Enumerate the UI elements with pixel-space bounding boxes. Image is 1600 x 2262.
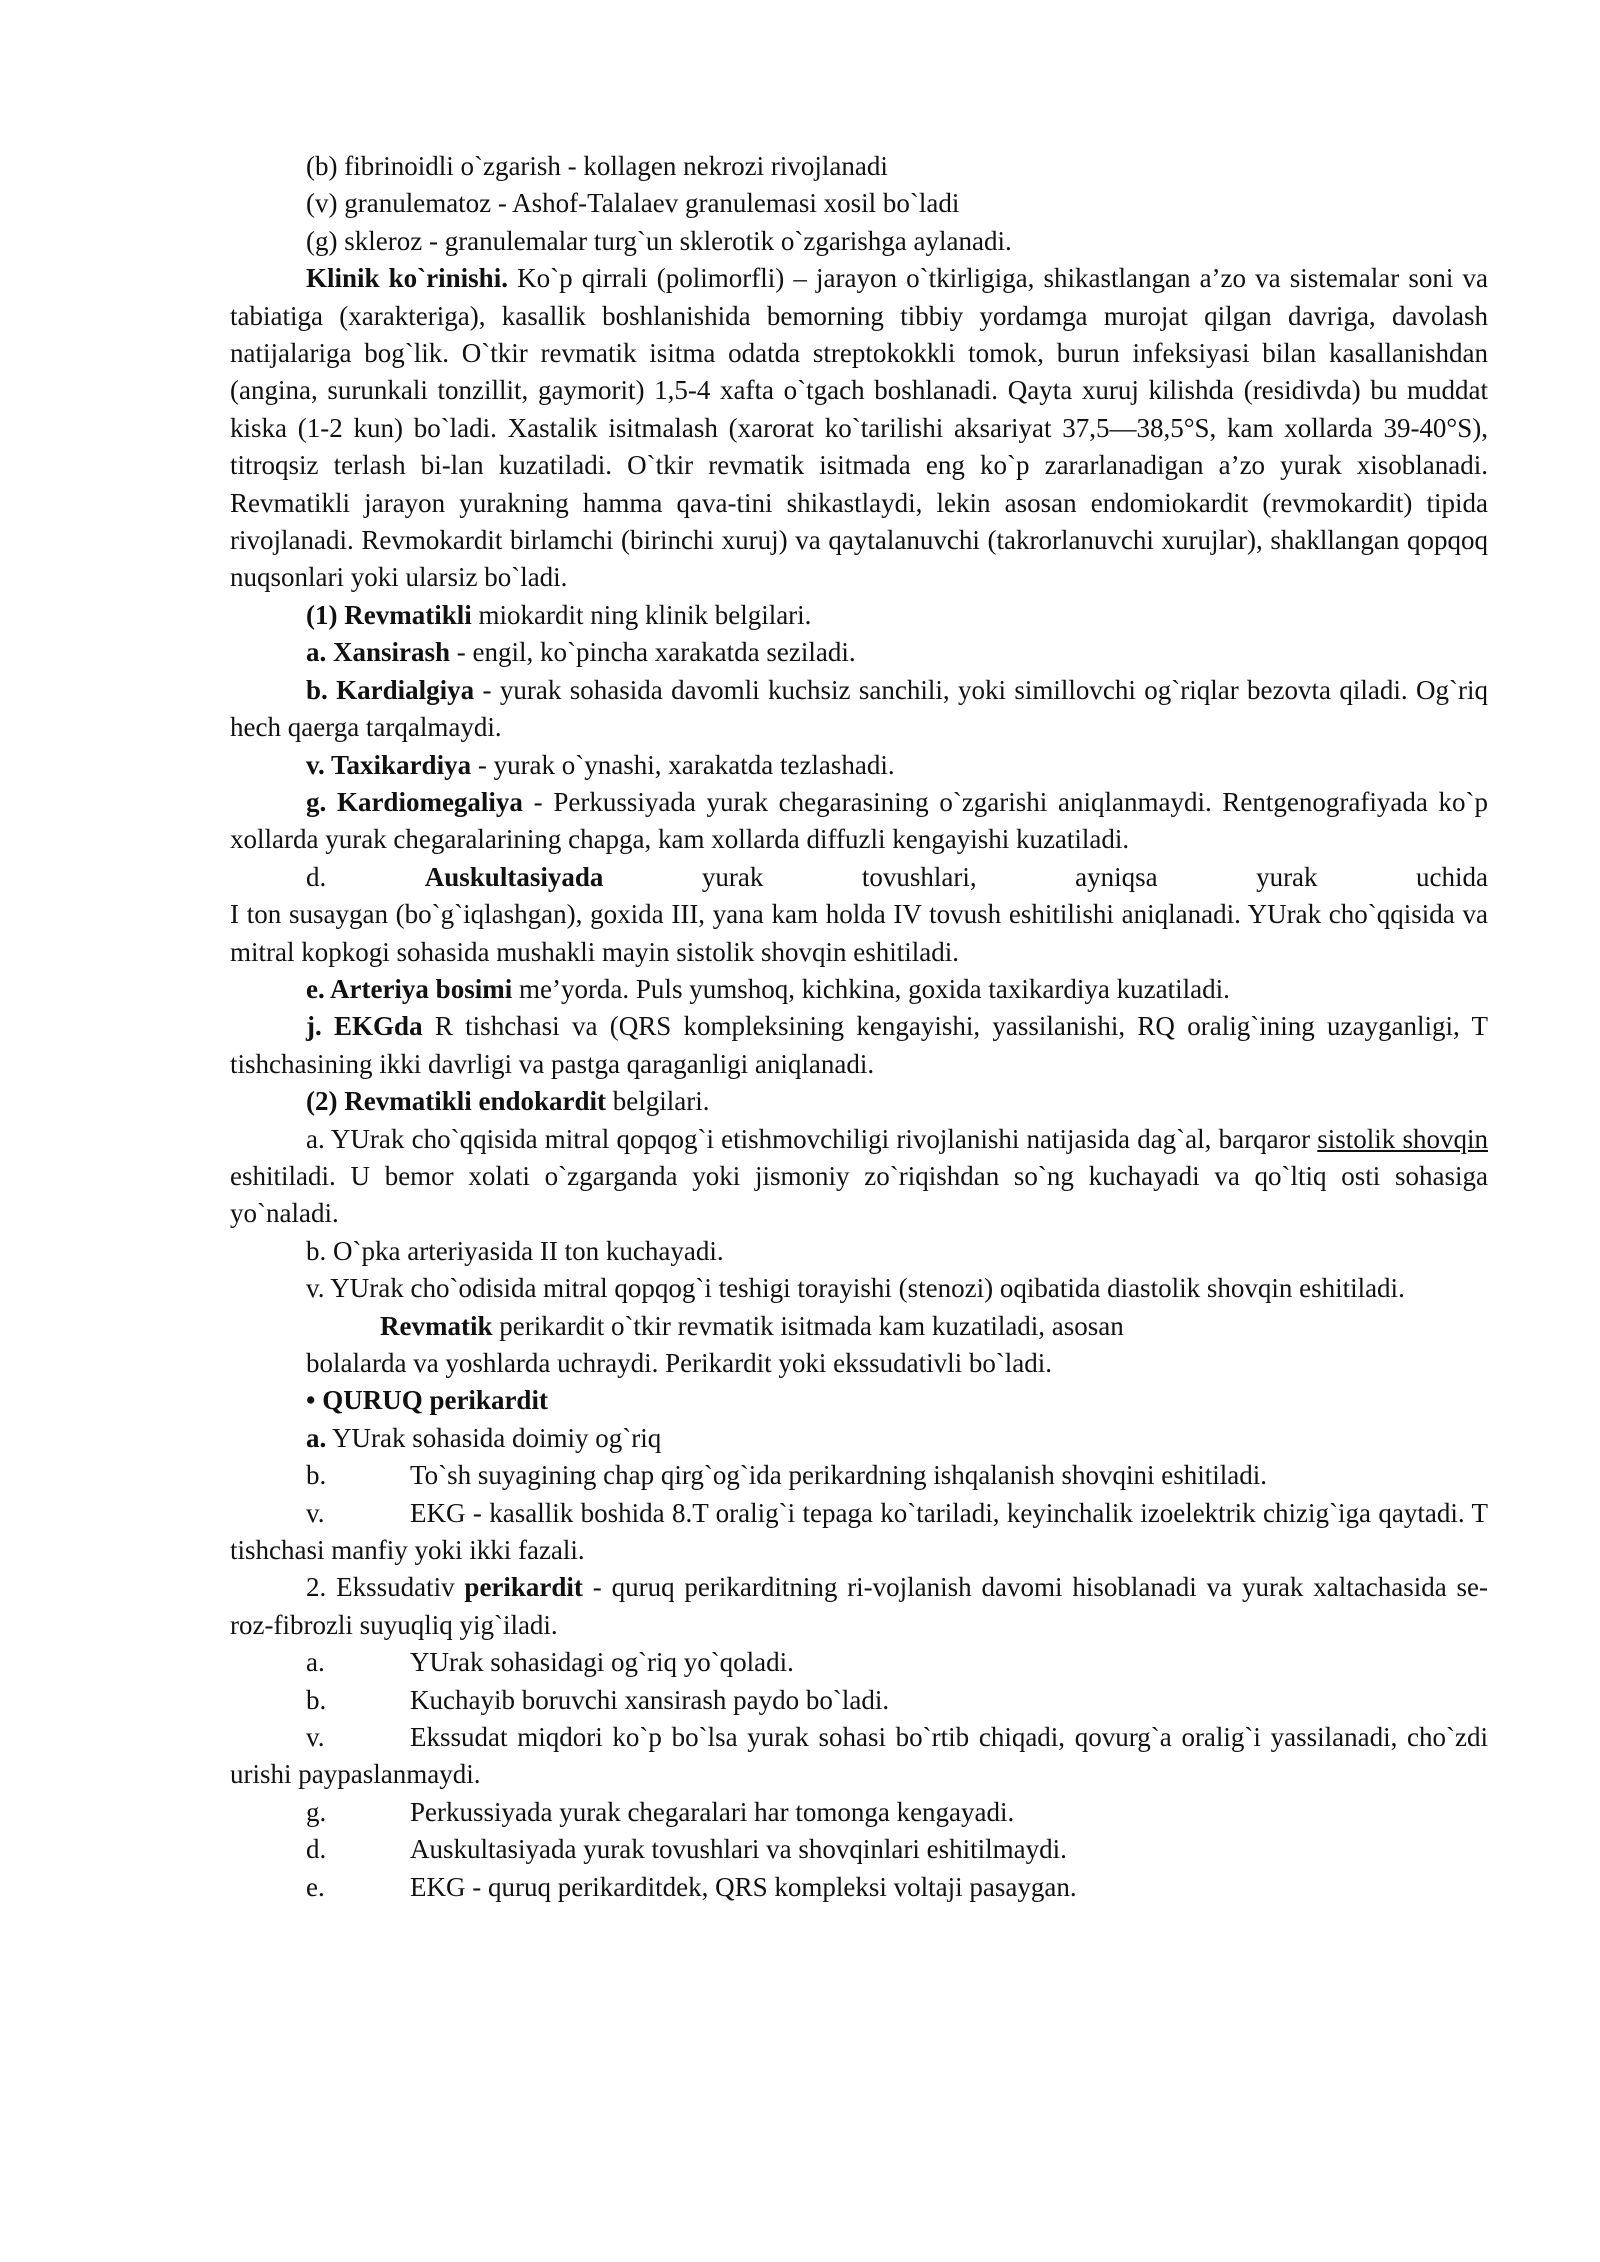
item-quruq-b: b. To`sh suyagining chap qirg`og`ida perikardning ishqalanish shovqini eshitiladi. bbox=[306, 1460, 1267, 1491]
line-granulematoz: (v) granulematoz - Ashof-Talalaev granulemasi xosil bo`ladi bbox=[306, 188, 960, 219]
item-quruq-v: v. EKG - kasallik boshida 8.T oralig`i tepaga ko`tariladi, keyinchalik izoelektrik chizig`iga qaytadi. T tishchasi manfiy yoki ikki fazali. bbox=[230, 1497, 1488, 1566]
underlined-sistolik-shovqin: sistolik shovqin bbox=[1317, 1123, 1488, 1154]
heading-quruq-perikardit: • QURUQ perikardit bbox=[306, 1385, 548, 1416]
item-ekssudativ-a: a. YUrak sohasidagi og`riq yo`qoladi. bbox=[306, 1647, 794, 1678]
item-ekssudativ-g: g. Perkussiyada yurak chegaralari har tomonga kengayadi. bbox=[306, 1796, 1015, 1827]
item-xansirash: a. Xansirash - engil, ko`pincha xarakatda seziladi. bbox=[306, 637, 856, 668]
item-quruq-a: a. YUrak sohasida doimiy og`riq bbox=[306, 1422, 662, 1453]
paragraph-klinik bbox=[230, 260, 1488, 597]
item-ekssudativ-b: b. Kuchayib boruvchi xansirash paydo bo`ladi. bbox=[306, 1684, 890, 1715]
item-endokardit-b: b. O`pka arteriyasida II ton kuchayadi. bbox=[306, 1235, 724, 1266]
perikardit-intro-line2: bolalarda va yoshlarda uchraydi. Perikardit yoki ekssudativli bo`ladi. bbox=[306, 1348, 1053, 1378]
item-ekssudativ-v: v. Ekssudat miqdori ko`p bo`lsa yurak sohasi bo`rtib chiqadi, qovurg`a oralig`i yassilanadi, cho`zdi urishi paypaslanmaydi. bbox=[230, 1722, 1488, 1790]
item-ekssudativ-d: d. Auskultasiyada yurak tovushlari va shovqinlari eshitilmaydi. bbox=[306, 1834, 1067, 1865]
item-endokardit-v: v. YUrak cho`odisida mitral qopqog`i teshigi torayishi (stenozi) oqibatida diastolik shovqin eshitiladi. bbox=[306, 1273, 1405, 1304]
line-skleroz: (g) skleroz - granulemalar turg`un sklerotik o`zgarishga aylanadi. bbox=[306, 225, 1012, 256]
item-ekssudativ-e: e. EKG - quruq perikarditdek, QRS kompleksi voltaji pasaygan. bbox=[306, 1871, 1077, 1902]
item-auskultasiya-body: I ton susaygan (bo`g`iqlashgan), goxida III, yana kam holda IV tovush eshitilishi aniqlanadi. YUrak cho`qqisida va mitral kopkogi sohasida mushakli mayin sistolik shovqin eshitiladi. bbox=[230, 899, 1488, 967]
text-klinik: Ko`p qirrali (polimorfli) – jarayon o`tkirligiga, shikastlangan a’zo va sistemalar soni va tabiatiga (xarakteriga), kasallik boshlanishida bemorning tibbiy yordamga murojat qilgan davriga, davolash natijalariga bog`lik. O`tkir revmatik isitma odatda streptokokkli tomok, burun infeksiyasi bilan kasallanishdan (angina, surunkali tonzillit, gaymorit) 1,5-4 xafta o`tgach boshlanadi. Qayta xuruj kilishda (residivda) bu muddat kiska (1-2 kun) bo`ladi. Xastalik isitmalash (xarorat ko`tarilishi aksariyat 37,5—38,5°S, kam xollarda 39-40°S), titroqsiz terlash bi-lan kuzatiladi. O`tkir revmatik isitmada eng ko`p zararlanadigan a’zo yurak xisoblanadi. Revmatikli jarayon yurakning hamma qava-tini shikastlaydi, lekin asosan endomiokardit (revmokardit) tipida rivojlanadi. Revmokardit birlamchi (birinchi xuruj) va qaytalanuvchi (takrorlanuvchi xurujlar), shakllangan qopqoq nuqsonlari yoki ularsiz bo`ladi. bbox=[230, 263, 1488, 593]
line-fibrinoid: (b) fibrinoidli o`zgarish - kollagen nekrozi rivojlanadi bbox=[306, 151, 888, 181]
heading-endokardit: (2) Revmatikli endokardit belgilari. bbox=[306, 1086, 710, 1117]
item-taxikardiya: v. Taxikardiya - yurak o`ynashi, xarakatda tezlashadi. bbox=[306, 749, 895, 780]
item-auskultasiya-line1: d. Auskultasiyada yurak tovushlari, ayniqsa yurak uchida bbox=[306, 861, 1489, 892]
item-kardialgiya: b. Kardialgiya - yurak sohasida davomli kuchsiz sanchili, yoki simillovchi og`riqlar bezovta qiladi. Og`riq hech qaerga tarqalmaydi. bbox=[230, 674, 1488, 743]
document-page bbox=[230, 148, 1488, 1906]
heading-miokardit: (1) Revmatikli miokardit ning klinik belgilari. bbox=[306, 599, 812, 630]
item-ekgda: j. EKGda R tishchasi va (QRS kompleksining kengayishi, yassilanishi, RQ oralig`ining uzayganligi, T tishchasining ikki davrligi va pastga qaraganligi aniqlanadi. bbox=[230, 1011, 1488, 1079]
item-kardiomegaliya: g. Kardiomegaliya - Perkussiyada yurak chegarasining o`zgarishi aniqlanmaydi. Rentgenografiyada ko`p xollarda yurak chegaralarining chapga, kam xollarda diffuzli kengayishi kuzatiladi. bbox=[230, 786, 1488, 855]
perikardit-intro: Revmatik perikardit o`tkir revmatik isitmada kam kuzatiladi, asosan bbox=[380, 1310, 1124, 1341]
paragraph-ekssudativ: 2. Ekssudativ perikardit - quruq perikarditning ri-vojlanish davomi hisoblanadi va yurak xaltachasida se-roz-fibrozli suyuqliq yig`iladi. bbox=[230, 1572, 1488, 1640]
heading-klinik: Klinik ko`rinishi. bbox=[306, 263, 508, 294]
item-endokardit-a: a. YUrak cho`qqisida mitral qopqog`i etishmovchiligi rivojlanishi natijasida dag`al, barqaror sistolik shovqin eshitiladi. U bemor xolati o`zgarganda yoki jismoniy zo`riqishdan so`ng kuchayadi va qo`ltiq osti sohasiga yo`naladi. bbox=[230, 1123, 1488, 1229]
item-arteriya-bosimi: e. Arteriya bosimi me’yorda. Puls yumshoq, kichkina, goxida taxikardiya kuzatiladi. bbox=[306, 973, 1230, 1004]
